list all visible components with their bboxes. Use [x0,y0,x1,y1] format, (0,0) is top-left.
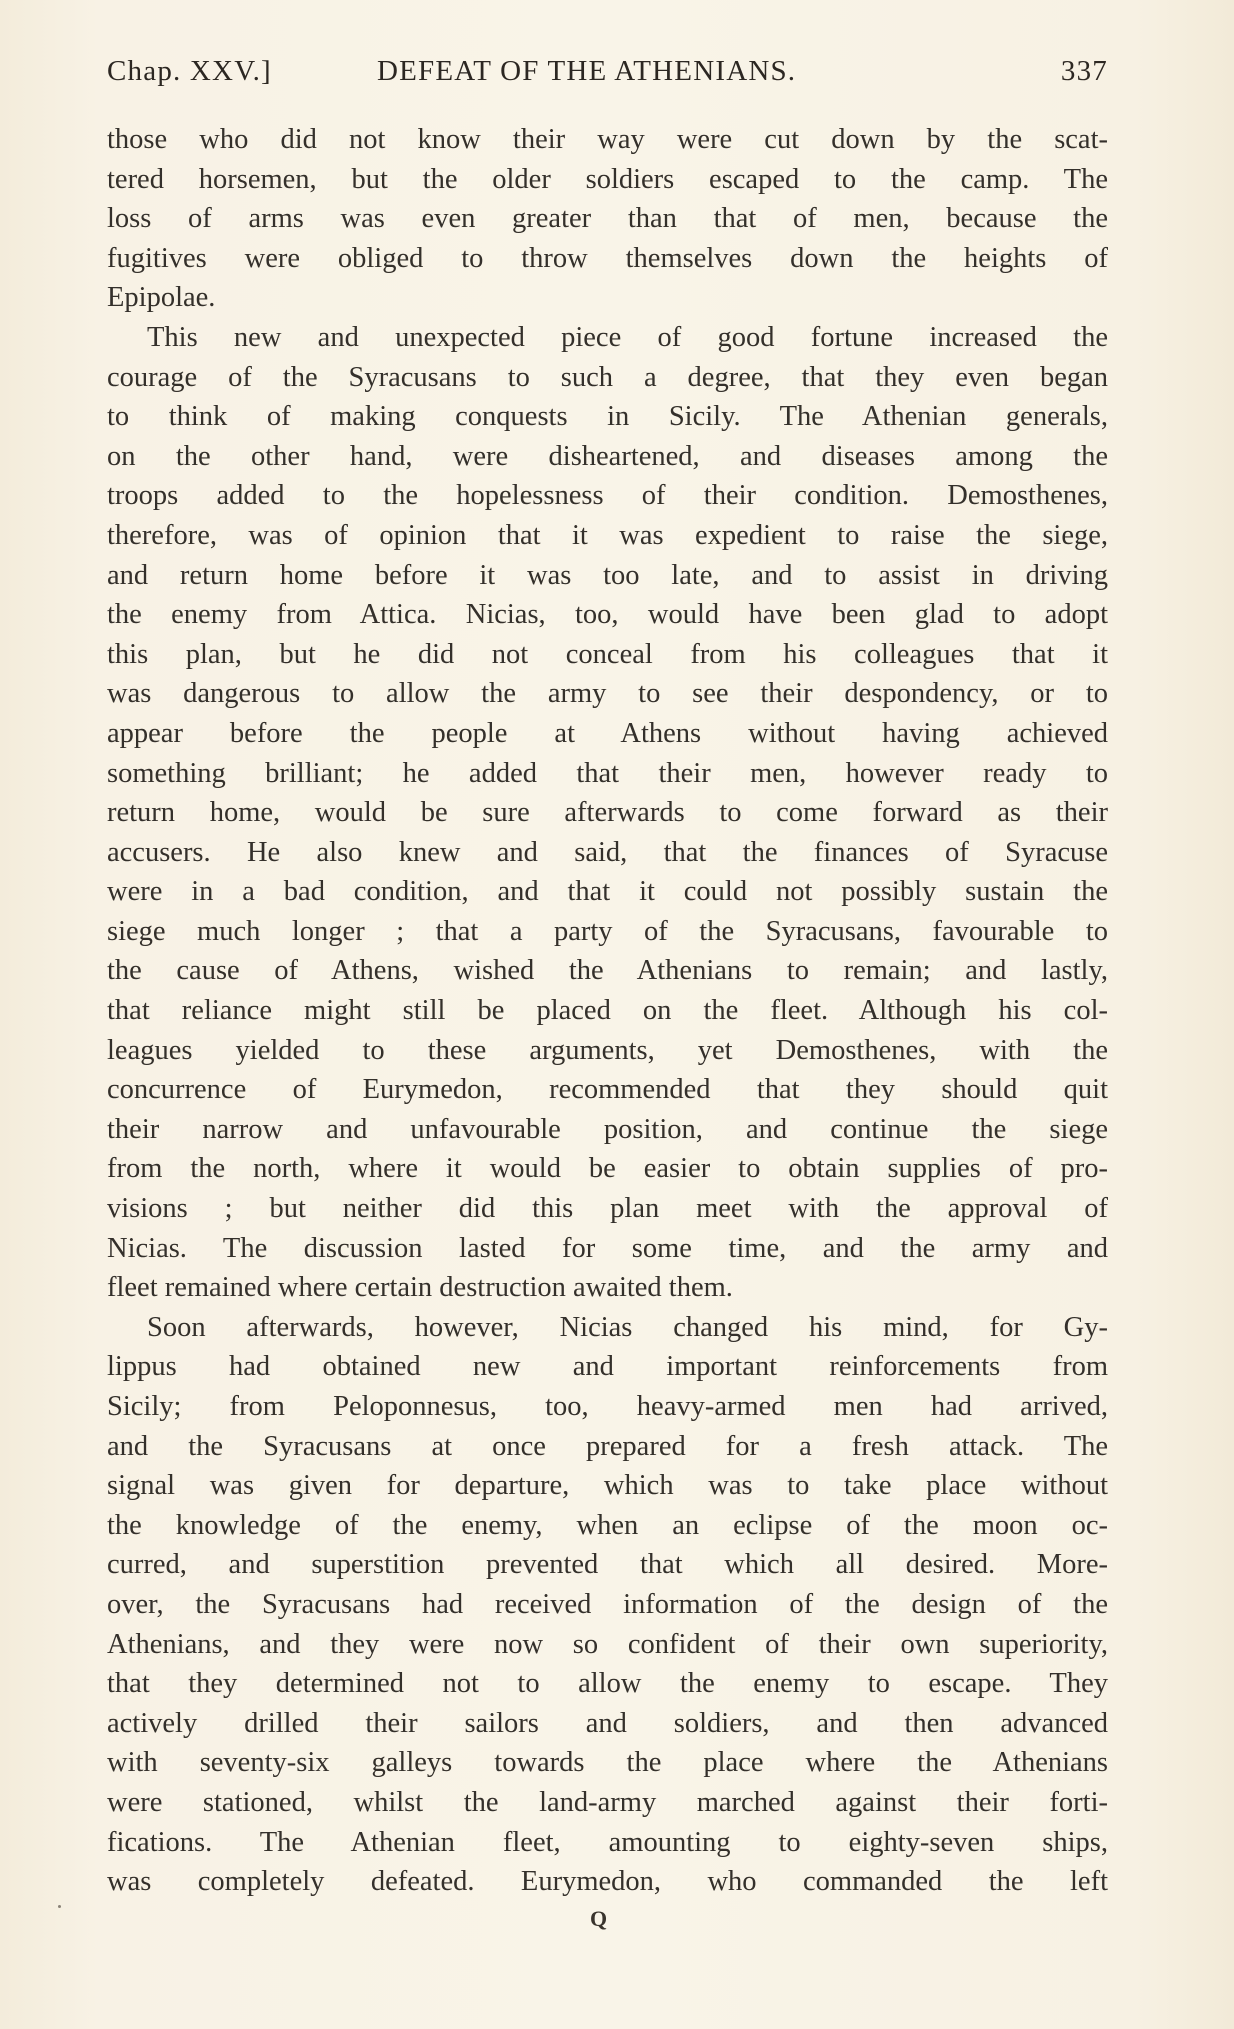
text-line: therefore, was of opinion that it was expedient to raise the siege, [107,519,1108,551]
text-line: curred, and superstition prevented that which all desired. More- [107,1549,1108,1581]
text-line: that they determined not to allow the enemy to escape. They [107,1668,1108,1700]
text-line: and the Syracusans at once prepared for a fresh attack. The [107,1430,1108,1462]
text-line: loss of arms was even greater than that of men, because the [107,203,1108,235]
text-line: Sicily; from Peloponnesus, too, heavy-armed men had arrived, [107,1391,1108,1422]
text-line: over, the Syracusans had received information of the design of the [107,1588,1108,1620]
text-line: that reliance might still be placed on the fleet. Although his col- [107,995,1108,1027]
text-line: fugitives were obliged to throw themselves down the heights of [107,242,1108,274]
text-line: and return home before it was too late, and to assist in driving [107,559,1108,591]
text-line: return home, would be sure afterwards to come forward as their [107,797,1108,829]
text-line: Nicias. The discussion lasted for some time, and the army and [107,1232,1108,1264]
text-line: actively drilled their sailors and soldiers, and then advanced [107,1707,1108,1739]
text-line: the cause of Athens, wished the Athenians to remain; and lastly, [107,955,1108,987]
text-line: on the other hand, were disheartened, and diseases among the [107,440,1108,472]
text-line: appear before the people at Athens without having achieved [107,717,1108,749]
text-line: to think of making conquests in Sicily. The Athenian generals, [107,401,1108,433]
text-line: Athenians, and they were now so confident of their own superiority, [107,1628,1108,1660]
text-line: fleet remained where certain destruction awaited them. [107,1272,733,1304]
text-line: lippus had obtained new and important reinforcements from [107,1351,1108,1383]
text-line: this plan, but he did not conceal from his colleagues that it [107,638,1108,670]
signature-mark: Q [590,1906,608,1931]
text-line: signal was given for departure, which was to take place without [107,1470,1108,1502]
text-line: the knowledge of the enemy, when an eclipse of the moon oc- [107,1509,1108,1541]
text-line: fications. The Athenian fleet, amounting to eighty-seven ships, [107,1826,1108,1858]
text-line: from the north, where it would be easier to obtain supplies of pro- [107,1153,1108,1185]
text-line: leagues yielded to these arguments, yet Demosthenes, with the [107,1034,1108,1066]
paragraph-start-line: This new and unexpected piece of good fortune increased the [147,321,1108,353]
text-line: courage of the Syracusans to such a degree, that they even began [107,361,1108,393]
paper-speck [58,1905,61,1908]
text-line: siege much longer ; that a party of the Syracusans, favourable to [107,915,1108,947]
text-line: tered horsemen, but the older soldiers escaped to the camp. The [107,163,1108,195]
text-line: the enemy from Attica. Nicias, too, would have been glad to adopt [107,599,1108,631]
text-line: was completely defeated. Eurymedon, who commanded the left [107,1866,1108,1898]
text-line: with seventy-six galleys towards the place where the Athenians [107,1747,1108,1779]
page-number: 337 [1060,55,1108,87]
text-line: troops added to the hopelessness of their condition. Demosthenes, [107,480,1108,512]
running-header [107,50,1108,92]
running-title: DEFEAT OF THE ATHENIANS. [377,55,797,87]
text-line: concurrence of Eurymedon, recommended that they should quit [107,1074,1108,1106]
text-line: something brilliant; he added that their men, however ready to [107,757,1108,789]
text-line: Epipolae. [107,282,216,314]
text-line: was dangerous to allow the army to see their despondency, or to [107,678,1108,710]
text-line: their narrow and unfavourable position, and continue the siege [107,1113,1108,1145]
text-line: were in a bad condition, and that it could not possibly sustain the [107,876,1108,908]
text-line: visions ; but neither did this plan meet with the approval of [107,1193,1108,1225]
text-line: were stationed, whilst the land-army marched against their forti- [107,1786,1108,1818]
paragraph-start-line: Soon afterwards, however, Nicias changed his mind, for Gy- [147,1311,1108,1343]
body-text [107,120,1108,1902]
text-line: accusers. He also knew and said, that the finances of Syracuse [107,836,1108,868]
chapter-reference: Chap. XXV.] [107,55,272,87]
text-line: those who did not know their way were cut down by the scat- [107,124,1108,155]
